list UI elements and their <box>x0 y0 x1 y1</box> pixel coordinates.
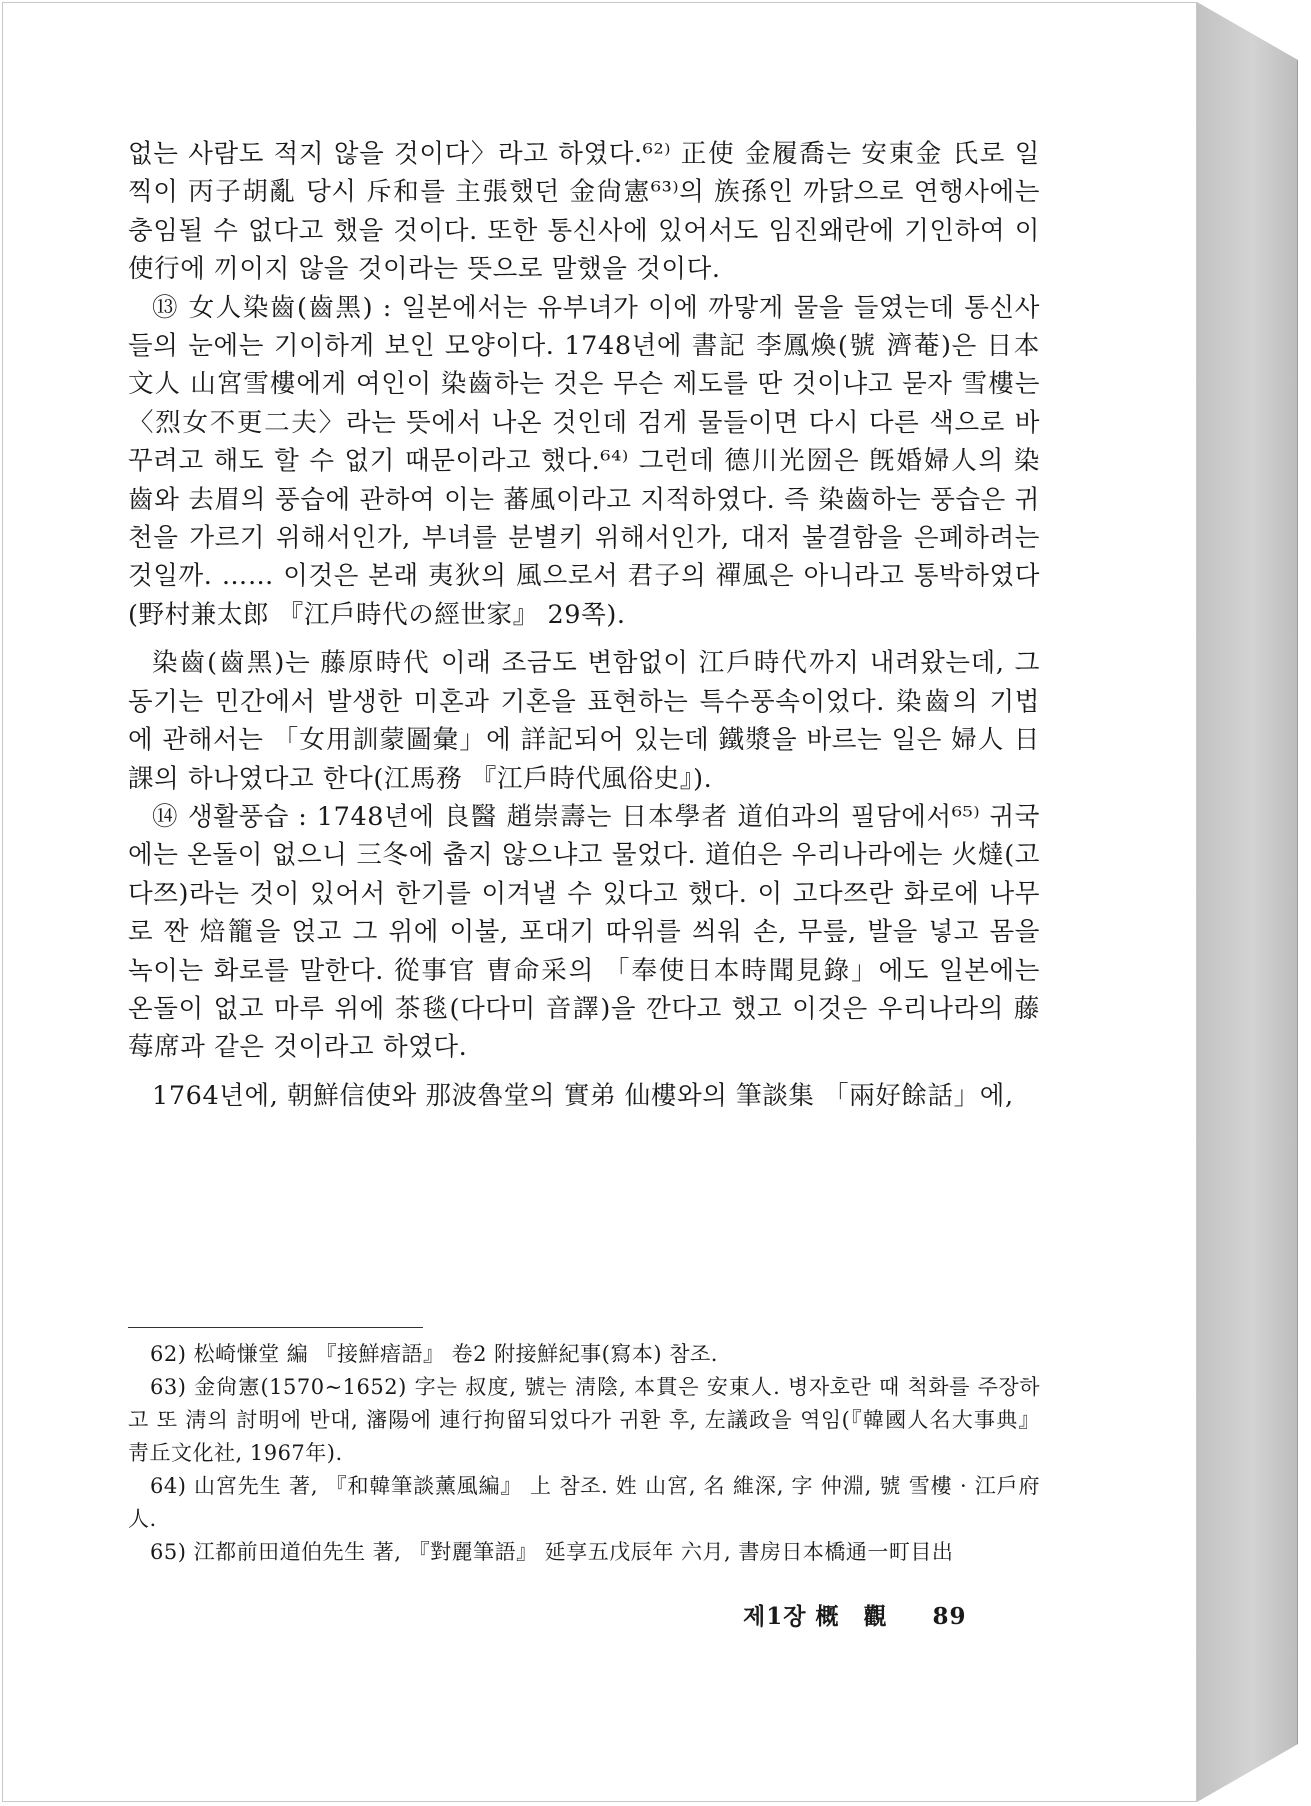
footnote-65: 65) 江都前田道伯先生 著, 『對麗筆語』 延享五戊辰年 六月, 書房日本橋通一町目出 <box>150 1540 954 1564</box>
page-footer <box>743 1598 967 1631</box>
paragraph-5: 1764년에, 朝鮮信使와 那波魯堂의 實弟 仙樓와의 筆談集 「兩好餘話」에, <box>152 1080 1014 1111</box>
footnote-63: 63) 金尙憲(1570∼1652) 字는 叔度, 號는 淸陰, 本貫은 安東人. 병자호란 때 척화를 주장하고 또 淸의 討明에 반대, 瀋陽에 連行拘留되었다가 귀환 후, 左議政을 역임(『韓國人名大事典』 靑丘文化社, 1967年). <box>128 1375 1040 1465</box>
footnote-divider <box>128 1327 423 1328</box>
page-number: 89 <box>932 1603 967 1630</box>
paragraph-4: ⑭ 생활풍습 : 1748년에 良醫 趙崇壽는 日本學者 道伯과의 필담에서⁶⁵⁾ 귀국에는 온돌이 없으니 三冬에 춥지 않으냐고 물었다. 道伯은 우리나라에는 火燵(고다쯔)라는 것이 있어서 한기를 이겨낼 수 있다고 했다. 이 고다쯔란 화로에 나무로 짠 焙籠을 얹고 그 위에 이불, 포대기 따위를 씌워 손, 무릎, 발을 넣고 몸을 녹이는 화로를 말한다. 從事官 曺命采의 「奉使日本時聞見錄」에도 일본에는 온돌이 없고 마루 위에 茶毯(다다미 音譯)을 깐다고 했고 이것은 우리나라의 藤莓席과 같은 것이라고 하였다. <box>128 801 1040 1063</box>
book-page <box>2 2 1197 1802</box>
main-text <box>128 135 1040 1115</box>
paragraph-2: ⑬ 女人染齒(齒黑) : 일본에서는 유부녀가 이에 까맣게 물을 들였는데 통신사들의 눈에는 기이하게 보인 모양이다. 1748년에 書記 李鳳煥(號 濟菴)은 日本文人 山宮雪樓에게 여인이 染齒하는 것은 무슨 제도를 딴 것이냐고 묻자 雪樓는 〈烈女不更二夫〉라는 뜻에서 나온 것인데 검게 물들이면 다시 다른 색으로 바꾸려고 해도 할 수 없기 때문이라고 했다.⁶⁴⁾ 그런데 德川光圀은 旣婚婦人의 染齒와 去眉의 풍습에 관하여 이는 蕃風이라고 지적하였다. 즉 染齒하는 풍습은 귀천을 가르기 위해서인가, 부녀를 분별키 위해서인가, 대저 불결함을 은폐하려는 것일까. …… 이것은 본래 夷狄의 風으로서 君子의 禪風은 아니라고 통박하였다(野村兼太郎 『江戶時代の經世家』 29쪽). <box>128 292 1040 630</box>
page-stack-edge <box>1197 2 1298 1802</box>
paragraph-1: 없는 사람도 적지 않을 것이다〉라고 하였다.⁶²⁾ 正使 金履喬는 安東金 氏로 일찍이 丙子胡亂 당시 斥和를 主張했던 金尙憲⁶³⁾의 族孫인 까닭으로 연행사에는 충임될 수 없다고 했을 것이다. 또한 통신사에 있어서도 임진왜란에 기인하여 이 使行에 끼이지 않을 것이라는 뜻으로 말했을 것이다. <box>128 139 1040 285</box>
footnote-64: 64) 山宮先生 著, 『和韓筆談薰風編』 上 참조. 姓 山宮, 名 維深, 字 仲淵, 號 雪樓 · 江戶府人. <box>128 1474 1040 1531</box>
footnotes <box>128 1338 1040 1569</box>
paragraph-3: 染齒(齒黑)는 藤原時代 이래 조금도 변함없이 江戶時代까지 내려왔는데, 그 동기는 민간에서 발생한 미혼과 기혼을 표현하는 특수풍속이었다. 染齒의 기법에 관해서는 「女用訓蒙圖彙」에 詳記되어 있는데 鐵漿을 바르는 일은 婦人 日課의 하나였다고 한다(江馬務 『江戶時代風俗史』). <box>128 648 1040 794</box>
chapter-title: 제1장 概 觀 <box>743 1603 888 1630</box>
footnote-62: 62) 松崎慊堂 編 『接鮮瘖語』 卷2 附接鮮紀事(寫本) 참조. <box>150 1342 718 1366</box>
